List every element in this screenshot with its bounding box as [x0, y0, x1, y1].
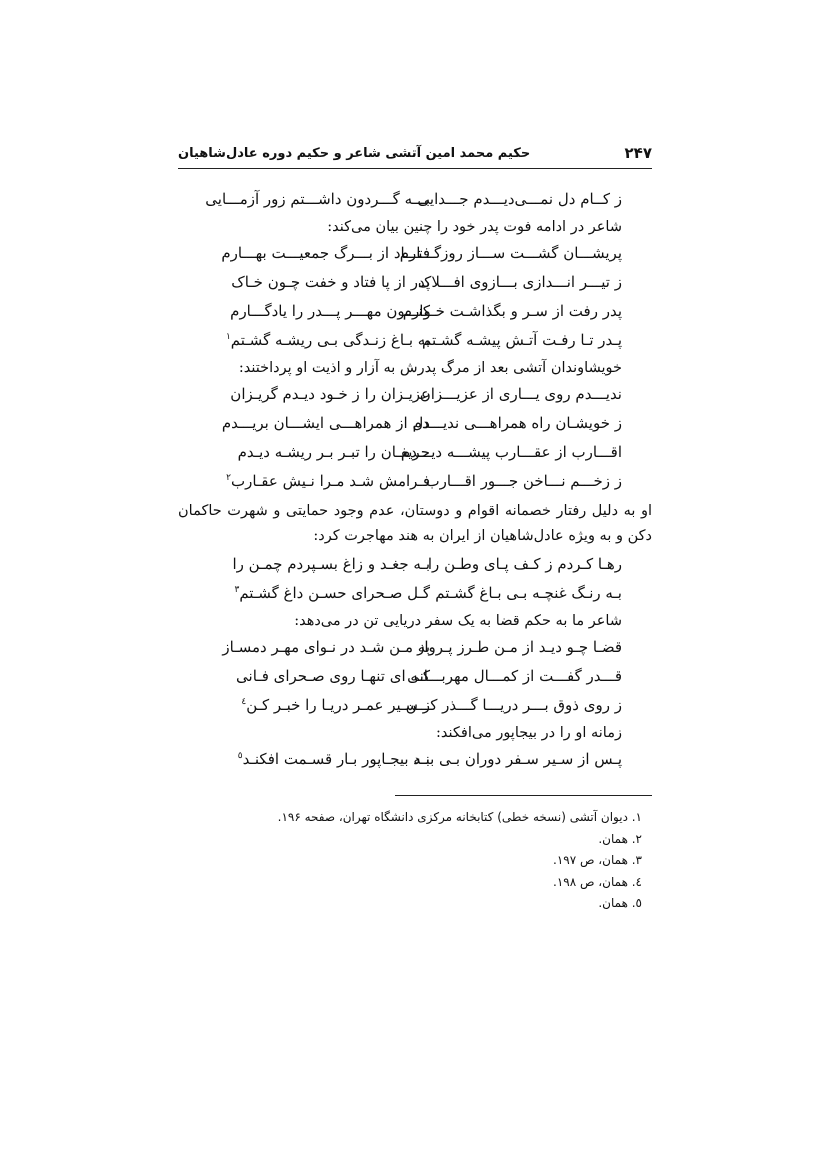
verse-line — [178, 468, 652, 497]
verse-second-hemistich: به مـن شـد در نـوای مهـر دمسـاز — [222, 638, 430, 656]
verse-first-hemistich: ندیـــدم روی یـــاری از عزیـــزان — [419, 385, 622, 403]
footnote-separator — [395, 795, 652, 796]
verse-line — [178, 663, 652, 692]
verse-second-hemistich: به بـاغ زنـدگی بـی ریشـه گشـتم$^۱$ — [225, 331, 430, 349]
footnote-marker: ۲ — [226, 473, 231, 483]
verse-second-hemistich: حریفـان را تبـر بـر ریشـه دیـدم — [237, 443, 430, 461]
verse-second-hemistich: پدر از پا فتاد و خفت چـون خـاک — [231, 273, 430, 291]
prose-paragraph: شاعر در ادامه فوت پدر خود را چنین بیان می‌کند: — [327, 219, 622, 235]
verse-line — [178, 298, 652, 327]
prose-paragraph: زمانه او را در بیجاپور می‌افکند: — [436, 725, 622, 741]
verse-line — [178, 410, 652, 439]
verse-second-hemistich: دل از همراهـــی ایشـــان بریـــدم — [221, 414, 430, 432]
verse-line — [178, 692, 652, 721]
footnote-item: ٥. همان. — [598, 896, 642, 910]
verse-first-hemistich: بـه رنـگ غنچـه بـی بـاغ گشـتم — [435, 584, 622, 602]
verse-line — [178, 269, 652, 298]
verse-second-hemistich: بـــه گـــردون داشـــتم زور آزمـــایی — [205, 190, 430, 208]
verse-second-hemistich: کـه ای تنهـا روی صـحرای فـانی — [236, 667, 430, 685]
verse-first-hemistich: ز زخـــم نـــاخن جـــور اقـــارب — [425, 472, 622, 490]
footnote-item: ۳. همان، ص ۱۹۷. — [553, 853, 642, 867]
verse-first-hemistich: پـس از سـیر سـفر دوران بـی بنـد — [413, 750, 622, 768]
verse-first-hemistich: ز تیـــر انـــدازی بـــازوی افـــلاک — [417, 273, 622, 291]
verse-line — [178, 580, 652, 609]
prose-paragraph: او به دلیل رفتار خصمانه اقوام و دوستان، عدم وجود حمایتی و شهرت حاکمان دکن و به ویژه عادل‌شاهیان از ایران به هند مهاجرت کرد: — [178, 503, 652, 544]
verse-line — [178, 381, 652, 410]
verse-line — [178, 746, 652, 775]
prose-paragraph: خویشاوندان آتشی بعد از مرگ پدرش به آزار و اذیت او پرداختند: — [238, 360, 622, 376]
verse-second-hemistich: فتـــاد از بـــرگ جمعیـــت بهـــارم — [221, 244, 430, 262]
verse-first-hemistich: قـــدر گفـــت از کمـــال مهربـــانی — [407, 667, 622, 685]
verse-first-hemistich: قضـا چـو دیـد از مـن طـرز پـرواز — [417, 638, 622, 656]
verse-first-hemistich: پـدر تـا رفـت آتـش پیشـه گشـتم — [421, 331, 622, 349]
footnote-item: ۲. همان. — [598, 831, 642, 846]
footnote-marker: ٥ — [237, 751, 243, 761]
verse-first-hemistich: پدر رفت از سـر و بگذاشـت خـوارم — [402, 302, 622, 320]
verse-line — [178, 186, 652, 215]
verse-first-hemistich: رهـا کـردم ز کـف پـای وطـن را — [427, 555, 622, 573]
verse-line — [178, 327, 652, 356]
verse-line — [178, 439, 652, 468]
running-title: حکیم محمد امین آتشی شاعر و حکیم دوره عادل‌شاهیان — [178, 146, 531, 161]
footnote-item: ۱. دیوان آتشی (نسخه خطی) کتابخانه مرکزی دانشگاه تهران، صفحه ۱۹۶. — [277, 810, 642, 824]
page-number: ۲۴۷ — [624, 144, 652, 162]
verse-first-hemistich: ز خویشـان راه همراهـــی ندیـــدم — [412, 414, 622, 432]
main-text — [178, 186, 652, 775]
verse-second-hemistich: عزیـزان را ز خـود دیـدم گریـزان — [230, 385, 430, 403]
verse-line — [178, 240, 652, 269]
footnotes — [178, 807, 652, 915]
verse-second-hemistich: بـه بیجـاپور بـار قسـمت افکنـد$^٥$ — [237, 750, 430, 768]
footnote-item: ٤. همان، ص ۱۹۸. — [553, 874, 642, 889]
verse-first-hemistich: اقـــارب از عقـــارب پیشـــه دیـــدم — [400, 443, 622, 461]
verse-first-hemistich: ز روی ذوق بـــر دریـــا گـــذر کـــن — [405, 696, 622, 714]
verse-first-hemistich: ز کــام دل نمـــی‌دیـــدم جـــدایی — [417, 190, 622, 208]
verse-first-hemistich: پریشـــان گشـــت ســـاز روزگـــارم — [399, 244, 622, 262]
footnote-marker: ۳ — [234, 585, 240, 595]
verse-second-hemistich: ز سـیر عمـر دریـا را خبـر کـن$^٤$ — [241, 696, 430, 714]
verse-line — [178, 551, 652, 580]
page-header — [178, 142, 652, 169]
verse-line — [178, 634, 652, 663]
verse-second-hemistich: بـه جغـد و زاغ بسـپردم چمـن را — [232, 555, 430, 573]
verse-second-hemistich: گـل صـحرای حسـن داغ گشـتم$^۳$ — [234, 584, 430, 602]
verse-second-hemistich: کنـــون مهـــر پـــدر را یادگـــارم — [230, 302, 430, 320]
prose-paragraph: شاعر ما به حکم قضا به یک سفر دریایی تن در می‌دهد: — [294, 613, 622, 629]
verse-second-hemistich: فـرامش شـد مـرا نـیش عقـارب$^۲$ — [226, 472, 430, 490]
footnote-marker: ۱ — [225, 332, 231, 342]
footnote-marker: ٤ — [241, 697, 247, 707]
